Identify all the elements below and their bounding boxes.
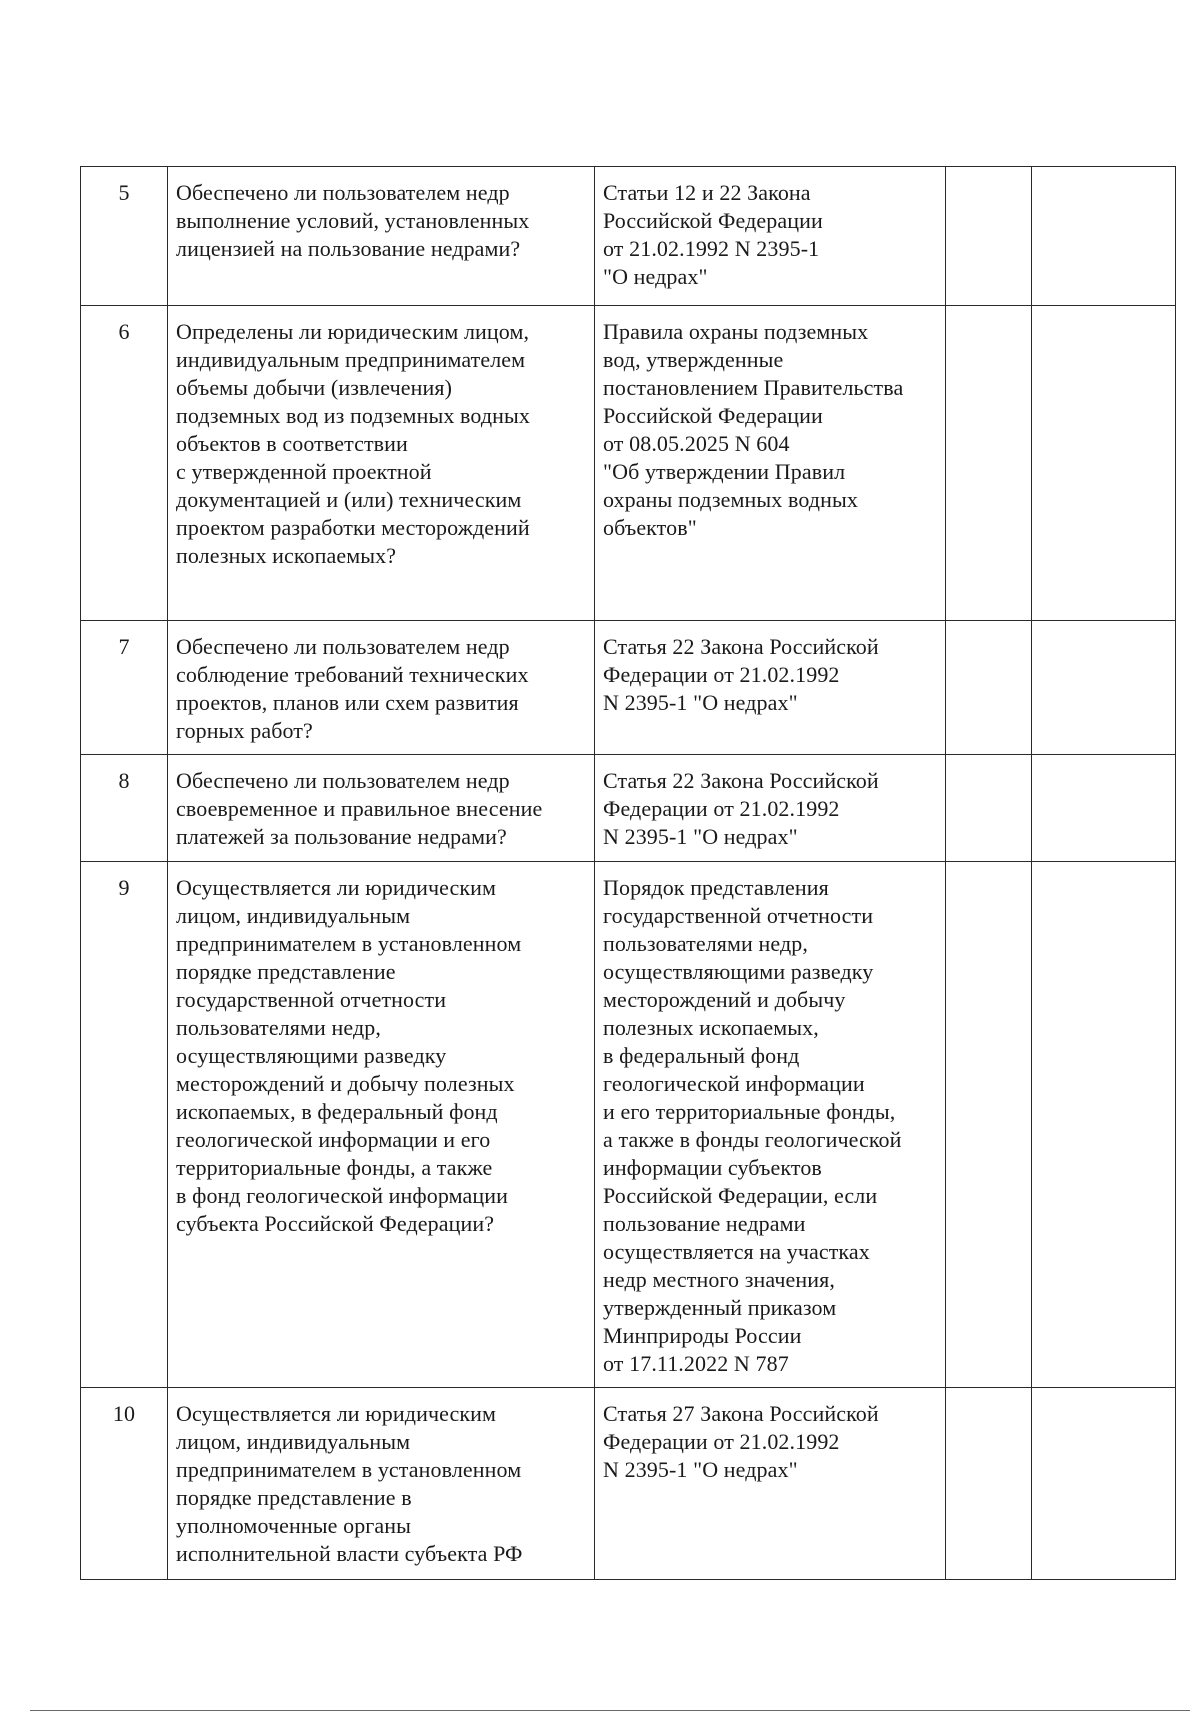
note-cell xyxy=(1032,755,1176,862)
table-row xyxy=(81,621,1176,755)
table-row xyxy=(81,306,1176,621)
answer-cell xyxy=(946,862,1032,1388)
row-number: 10 xyxy=(81,1388,168,1580)
question-cell: Обеспечено ли пользователем недр своевременное и правильное внесение платежей за пользование недрами? xyxy=(168,755,595,862)
question-cell: Определены ли юридическим лицом, индивидуальным предпринимателем объемы добычи (извлечения) подземных вод из подземных водных объектов в соответствии с утвержденной проектной документацией и (или) техническим проектом разработки месторождений полезных ископаемых? xyxy=(168,306,595,621)
table-row xyxy=(81,1388,1176,1580)
legal-reference-cell: Порядок представления государственной отчетности пользователями недр, осуществляющими разведку месторождений и добычу полезных ископаемых, в федеральный фонд геологической информации и его территориальные фонды, а также в фонды геологической информации субъектов Российской Федерации, если пользование недрами осуществляется на участках недр местного значения, утвержденный приказом Минприроды России от 17.11.2022 N 787 xyxy=(595,862,946,1388)
table-row xyxy=(81,755,1176,862)
answer-cell xyxy=(946,306,1032,621)
table-row xyxy=(81,167,1176,306)
table-row xyxy=(81,862,1176,1388)
note-cell xyxy=(1032,621,1176,755)
scan-edge-line xyxy=(30,1710,1190,1711)
question-cell: Обеспечено ли пользователем недр соблюдение требований технических проектов, планов или схем развития горных работ? xyxy=(168,621,595,755)
question-cell: Осуществляется ли юридическим лицом, индивидуальным предпринимателем в установленном порядке представление в уполномоченные органы исполнительной власти субъекта РФ xyxy=(168,1388,595,1580)
answer-cell xyxy=(946,755,1032,862)
note-cell xyxy=(1032,1388,1176,1580)
checklist-table xyxy=(80,166,1176,1580)
legal-reference-cell: Статья 22 Закона Российской Федерации от 21.02.1992 N 2395-1 "О недрах" xyxy=(595,755,946,862)
row-number: 6 xyxy=(81,306,168,621)
question-cell: Осуществляется ли юридическим лицом, индивидуальным предпринимателем в установленном порядке представление государственной отчетности пользователями недр, осуществляющими разведку месторождений и добычу полезных ископаемых, в федеральный фонд геологической информации и его территориальные фонды, а также в фонд геологической информации субъекта Российской Федерации? xyxy=(168,862,595,1388)
legal-reference-cell: Статьи 12 и 22 Закона Российской Федерации от 21.02.1992 N 2395-1 "О недрах" xyxy=(595,167,946,306)
row-number: 8 xyxy=(81,755,168,862)
legal-reference-cell: Статья 27 Закона Российской Федерации от 21.02.1992 N 2395-1 "О недрах" xyxy=(595,1388,946,1580)
answer-cell xyxy=(946,1388,1032,1580)
row-number: 7 xyxy=(81,621,168,755)
note-cell xyxy=(1032,306,1176,621)
answer-cell xyxy=(946,621,1032,755)
question-cell: Обеспечено ли пользователем недр выполнение условий, установленных лицензией на пользование недрами? xyxy=(168,167,595,306)
row-number: 9 xyxy=(81,862,168,1388)
legal-reference-cell: Статья 22 Закона Российской Федерации от 21.02.1992 N 2395-1 "О недрах" xyxy=(595,621,946,755)
legal-reference-cell: Правила охраны подземных вод, утвержденные постановлением Правительства Российской Федерации от 08.05.2025 N 604 "Об утверждении Правил охраны подземных водных объектов" xyxy=(595,306,946,621)
note-cell xyxy=(1032,167,1176,306)
answer-cell xyxy=(946,167,1032,306)
row-number: 5 xyxy=(81,167,168,306)
note-cell xyxy=(1032,862,1176,1388)
